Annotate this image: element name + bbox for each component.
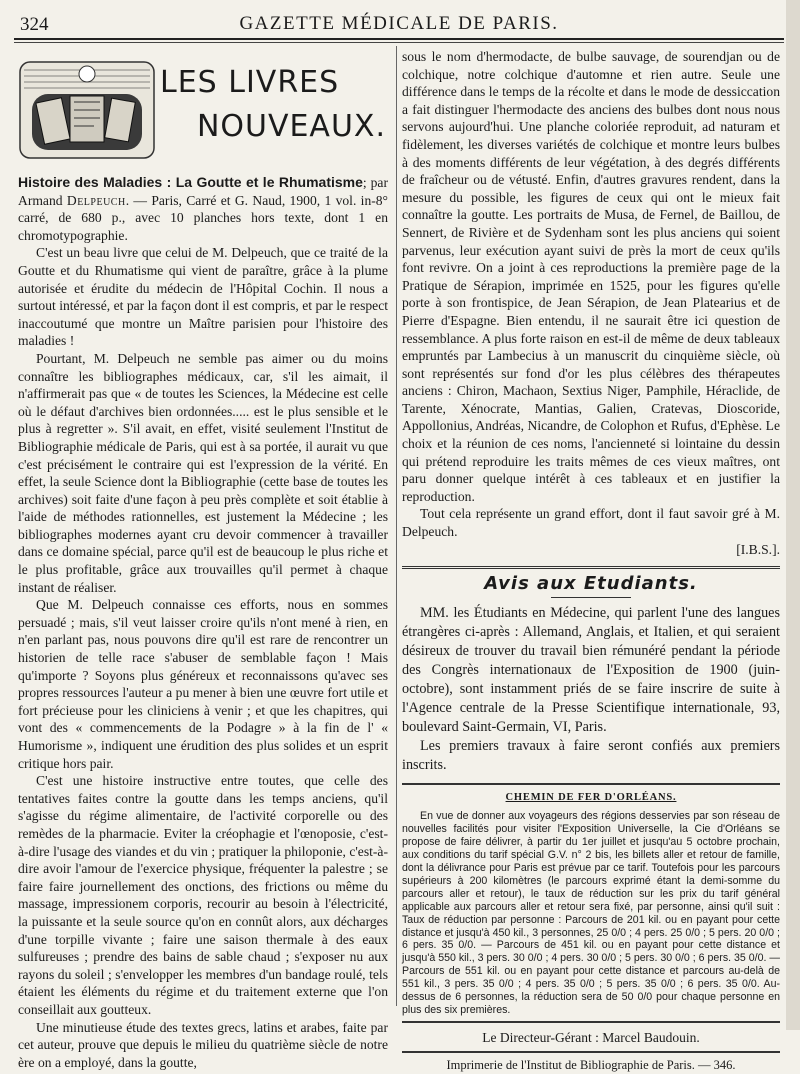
book-citation: [18, 174, 388, 244]
banner-line-2: NOUVEAUX.: [197, 118, 386, 136]
page-edge: [786, 0, 800, 1030]
review-paragraph-2: Pourtant, M. Delpeuch ne semble pas aimer ou du moins connaître les bibliographes médicaux, car, s'il les aimait, il n'affirmerait pas que « de toutes les Sciences, la Médecine est celle où le défaut d'archives bien ordonnées..... est le plus sensible et le plus à regretter ». S'il avait, en effet, visité seulement l'Institut de Bibliographie médicale de Paris, qui est à sa portée, il aurait vu que c'est précisément le contraire qui est l'expression de la vérité. En effet, la seule Science dont la Bibliographie (cette base de toutes les archives) soit faite d'une façon à peu près complète et soit établie à l'aide de méthodes rationnelles, est justement la Médecine ; les bibliographes modernes ayant cru devoir commencer à travailler dans ce domaine spécial, parce qu'il est de beaucoup le plus riche et le plus profitable, grâce aux trouvailles qu'il permet à chaque instant de réaliser.: [18, 350, 388, 596]
review-signature: [I.B.S.].: [402, 541, 780, 559]
books-vignette-icon: [18, 60, 156, 160]
review-paragraph-5: Une minutieuse étude des textes grecs, latins et arabes, faite par cet auteur, prouve que depuis le milieu du quatrième siècle de notre ère on a employé, dans la goutte,: [18, 1019, 388, 1072]
imprint-line: Imprimerie de l'Institut de Bibliographie de Paris. — 346.: [402, 1057, 780, 1074]
citation-by: ; par Armand: [18, 175, 388, 208]
review-paragraph-4: C'est une histoire instructive entre toutes, que celle des tentatives faites contre la goutte dans les temps anciens, qu'il s'agisse du régime alimentaire, de l'activité corporelle ou des remèdes de la pharmacie. Eviter la créophagie et l'œnoposie, c'est-à-dire l'usage des viandes et du vin ; pratiquer la philoponie, c'est-à-dire avoir l'amour de l'exercice physique, fréquenter la palestre ; se faire faire journellement des onctions, des frictions ou même du massage, impressionem corporis, recourir au besoin à l'électricité, la puissante et la seule source qu'on en connût alors, aux décharges d'une torpille vivante ; faire une saison thermale à des eaux sulfureuses ; prendre des bains de sable chaud ; s'exposer nu aux rayons du soleil ; s'envelopper les membres d'un bandage roulé, tels étaient les éléments du régime et du traitement externe que l'on conseillait aux goutteux.: [18, 772, 388, 1018]
section-banner: [18, 48, 388, 168]
book-title: Histoire des Maladies : La Goutte et le Rhumatisme: [18, 174, 363, 190]
chemin-text: En vue de donner aux voyageurs des régions desservies par son réseau de nouvelles facilités pour visiter l'Exposition Universelle, la Cie d'Orléans se propose de faire délivrer, à partir du 1er juillet et jusqu'au 5 octobre prochain, aux conditions du tarif spécial G.V. n° 2 bis, les billets aller et retour de famille, dont la délivrance pour Paris est prévue par ce tarif. Toutefois pour les parcours supérieurs à 200 kilomètres (le parcours exprimé étant la demi-somme du parcours aller et retour), le taux de réduction sur les prix du tarif général applicable aux parcours aller et retour sera fixé, par personne, ainsi qu'il suit : Taux de réduction par personne : Parcours de 201 kil. ou en payant pour cette distance et jusqu'à 450 kil., 3 personnes, 25 0/0 ; 4 pers. 25 0/0 ; 5 pers. 20 0/0 ; 6 pers. 35 0/0. — Parcours de 451 kil. ou en payant pour cette distance et jusqu'à 550 kil., 3 pers. 30 0/0 ; 4 pers. 30 0/0 ; 5 pers. 30 0/0 ; 6 pers. 35 0/0. — Parcours de 551 kil. ou en payant pour cette distance et parcours au-delà de 551 kil., 3 pers. 35 0/0 ; 4 pers. 35 0/0 ; 5 pers. 35 0/0 ; 6 pers. 35 0/0. Au-dessus de 6 personnes, la réduction sera de 50 0/0 pour chaque personne en plus des six premières.: [402, 810, 780, 1017]
journal-title: GAZETTE MÉDICALE DE PARIS.: [14, 13, 784, 35]
avis-title: Avis aux Etudiants.: [402, 575, 780, 593]
header-rule-thin: [14, 42, 784, 43]
review-paragraph-5-continued: sous le nom d'hermodacte, de bulbe sauvage, de sourendjan ou de colchique, notre colchique d'automne et rien autre. Seule une différence dans le temps de la récolte et dans le mode de dessiccation a fait distinguer l'hermodacte des anciens des bulbes dont nous nous servons aujourd'hui. Une planche coloriée reproduit, ad naturam et fidèlement, les diverses variétés de colchique et montre leurs bulbes à des moments différents de leur végétation, à des degrés différents de fraîcheur ou de vétusté. Enfin, d'autres gravures rendent, dans la mesure du possible, les figures de ceux qui ont le mieux fait connaître la goutte. Les portraits de Musa, de Fernel, de Baillou, de Sennert, de Rivière et de Sydenham sont les plus anciens qui soient parvenus, leur exécution ayant suivi de près la mort de ceux qu'ils font revivre. On a joint à ces reproductions la première page de la Pratique de Sérapion, imprimée en 1525, pour les figures qu'elle porte à son frontispice, de Jean Sérapion, de Jean Platearius et de Pierre d'Espagne. Bien entendu, il ne saurait être ici question de ressemblance. A plus forte raison en est-il de même de deux tableaux empruntés par Lambecius à un manuscrit du cinquième siècle, où sont représentés sur fond d'or les plus célèbres des thérapeutes anciens : Chiron, Machaon, Sextius Niger, Pamphile, Héraclide, de Tarente, Xénocrate, Mantias, Galien, Cratevas, Dioscoride, Appollonius, Andréas, Nicandre, de Colophon et Rufus, d'Ephèse. Le choix et la réunion de ces noms, l'ancienneté si lointaine du dessin qui prétend reproduire les traits mêmes de ces vieux maîtres, ont paru donner quelque intérêt à ces tableaux et en justifier la reproduction.: [402, 48, 780, 505]
avis-section: [402, 575, 780, 775]
review-paragraph-3: Que M. Delpeuch connaisse ces efforts, nous en sommes persuadé ; mais, s'il veut laisser croire qu'ils n'ont mené à rien, en n'en parlant pas, nous pouvons dire qu'il est rare de rencontrer un historien de telle race s'abuser de semblable façon ! Mais qu'importe ? Soyons plus généreux et reconnaissons qu'avec ses propres ressources l'auteur a pu mener à bien une œuvre fort utile et fort précieuse pour les cliniciens à venir ; et que les chapitres, qui vont des « commencements de la Podagre » à la fin de l' « Humorisme », indiquent une érudition des plus solides et un esprit critique hors pair.: [18, 596, 388, 772]
avis-paragraph-2: Les premiers travaux à faire seront confiés aux premiers inscrits.: [402, 737, 780, 775]
left-column: [18, 48, 388, 1071]
review-paragraph-1: C'est un beau livre que celui de M. Delpeuch, que ce traité de la Goutte et du Rhumatisme qui vient de paraître, grâce à la plume autorisée et érudite du médecin de l'Hôpital Cochin. Il nous a surtout intéressé, et par la façon dont il est compris, et par le respect inaccoutumé que montre un Maître parisien pour l'histoire des maladies !: [18, 244, 388, 350]
citation-author: Delpeuch: [67, 193, 126, 208]
review-paragraph-6: Tout cela représente un grand effort, dont il faut savoir gré à M. Delpeuch.: [402, 505, 780, 540]
avis-title-rule: [551, 597, 631, 598]
banner-line-1: LES LIVRES: [160, 74, 339, 92]
director-line: Le Directeur-Gérant : Marcel Baudouin.: [402, 1029, 780, 1053]
page-header: [14, 8, 784, 36]
chemin-title: CHEMIN DE FER D'ORLÉANS.: [402, 789, 780, 807]
header-rule: [14, 38, 784, 40]
citation-publisher: . — Paris, Carré et G. Naud, 1900, 1 vol. in-8° carré, de 680 p., avec 10 planches hors texte, dont 1 en chromotypographie.: [18, 193, 388, 243]
column-separator: [396, 46, 397, 1006]
avis-paragraph-1: MM. les Étudiants en Médecine, qui parlent l'une des langues étrangères ci-après : Allemand, Anglais, et Italien, et qui seraient désireux de trouver du travail bien rémunéré pendant la période des Congrès internationaux de l'Exposition de 1900 (juin-octobre), sont instamment priés de se faire inscrire de suite à l'Agence centrale de la Presse Scientifique internationale, 93, boulevard Saint-Germain, VI, Paris.: [402, 604, 780, 737]
section-rule: [402, 566, 780, 569]
right-column: [402, 48, 780, 1074]
chemin-notice: [402, 783, 780, 1023]
page-number: 324: [20, 14, 49, 36]
